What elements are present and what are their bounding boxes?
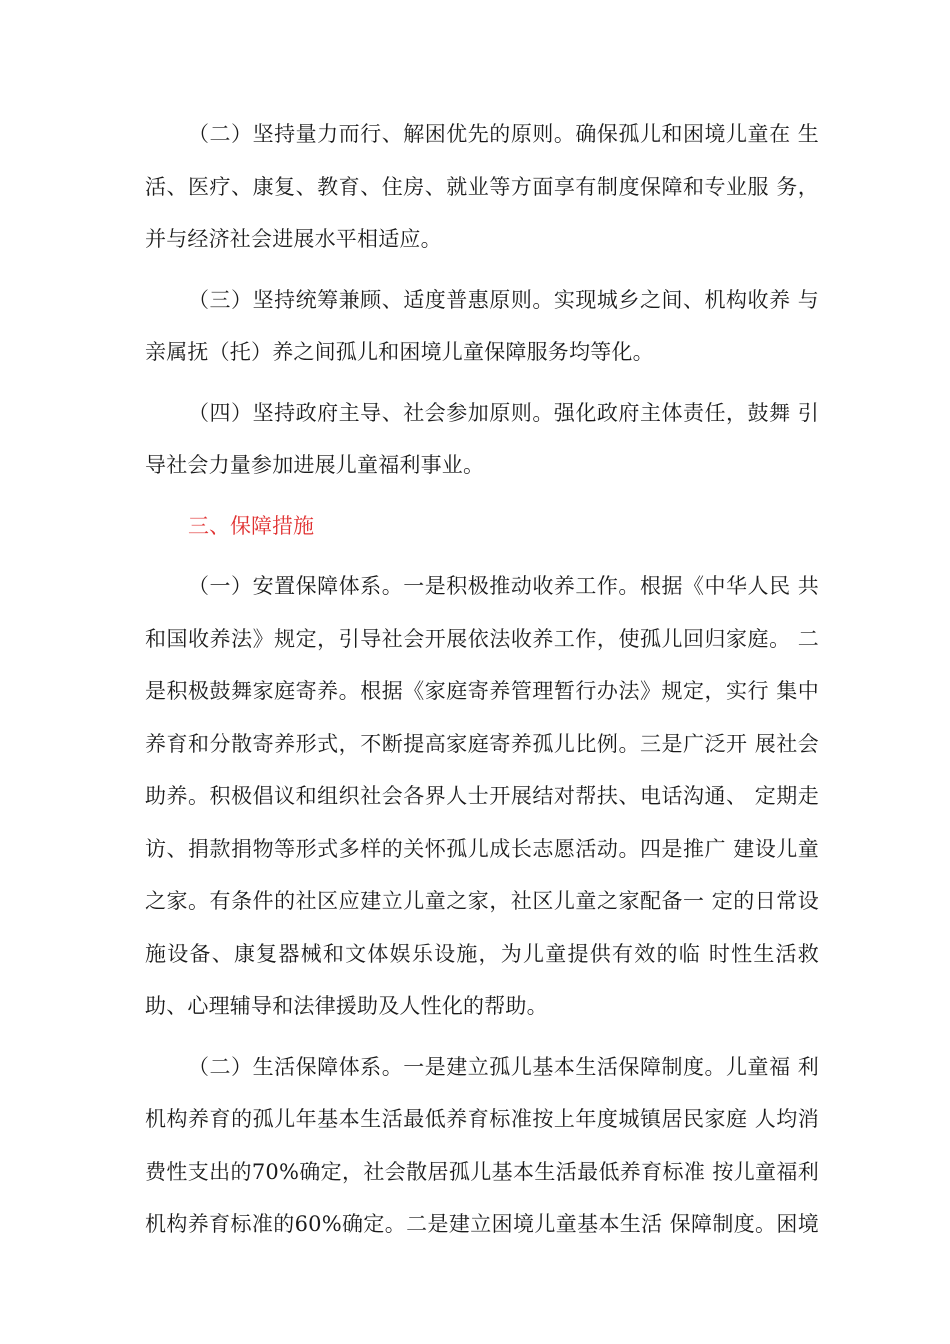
section-heading: 三、保障措施	[188, 513, 314, 538]
text-line: 亲属抚（托）养之间孤儿和困境儿童保障服务均等化。	[145, 340, 654, 364]
text-line: 导社会力量参加进展儿童福利事业。	[145, 453, 485, 477]
paragraph-placement-system	[145, 560, 819, 1033]
text-line: 和国收养法》规定，引导社会开展依法收养工作，使孤儿回归家庭。 二	[145, 626, 819, 651]
text-line: （三）坚持统筹兼顾、适度普惠原则。实现城乡之间、机构收养 与	[188, 287, 819, 312]
text-line: 之家。有条件的社区应建立儿童之家，社区儿童之家配备一 定的日常设	[145, 889, 819, 913]
text-line: 活、医疗、康复、教育、住房、就业等方面享有制度保障和专业服 务，	[145, 174, 819, 199]
text-line: 机构养育的孤儿年基本生活最低养育标准按上年度城镇居民家庭 人均消	[145, 1107, 819, 1131]
document-page	[145, 108, 819, 1259]
text-line: 助养。积极倡议和组织社会各界人士开展结对帮扶、电话沟通、 定期走	[145, 784, 819, 808]
text-line: 助、心理辅导和法律援助及人性化的帮助。	[145, 994, 548, 1018]
text-line: （二）生活保障体系。一是建立孤儿基本生活保障制度。儿童福 利	[188, 1054, 819, 1079]
text-line: （四）坚持政府主导、社会参加原则。强化政府主体责任，鼓舞 引	[188, 400, 819, 425]
text-line: 并与经济社会进展水平相适应。	[145, 227, 442, 251]
text-line: （二）坚持量力而行、解困优先的原则。确保孤儿和困境儿童在 生	[188, 122, 819, 146]
text-line: 施设备、康复器械和文体娱乐设施，为儿童提供有效的临 时性生活救	[145, 941, 819, 966]
text-line: 机构养育标准的60%确定。二是建立困境儿童基本生活 保障制度。困境	[145, 1212, 819, 1236]
text-line: 访、捐款捐物等形式多样的关怀孤儿成长志愿活动。四是推广 建设儿童	[145, 836, 819, 861]
paragraph-principle-2	[145, 108, 819, 266]
paragraph-principle-3	[145, 274, 819, 379]
text-line: 费性支出的70%确定，社会散居孤儿基本生活最低养育标准 按儿童福利	[145, 1159, 819, 1184]
paragraph-living-security	[145, 1041, 819, 1251]
paragraph-principle-4	[145, 387, 819, 492]
text-line: （一）安置保障体系。一是积极推动收养工作。根据《中华人民 共	[188, 574, 819, 598]
text-line: 养育和分散寄养形式，不断提高家庭寄养孤儿比例。三是广泛开 展社会	[145, 731, 819, 756]
text-line: 是积极鼓舞家庭寄养。根据《家庭寄养管理暂行办法》规定，实行 集中	[145, 679, 819, 703]
